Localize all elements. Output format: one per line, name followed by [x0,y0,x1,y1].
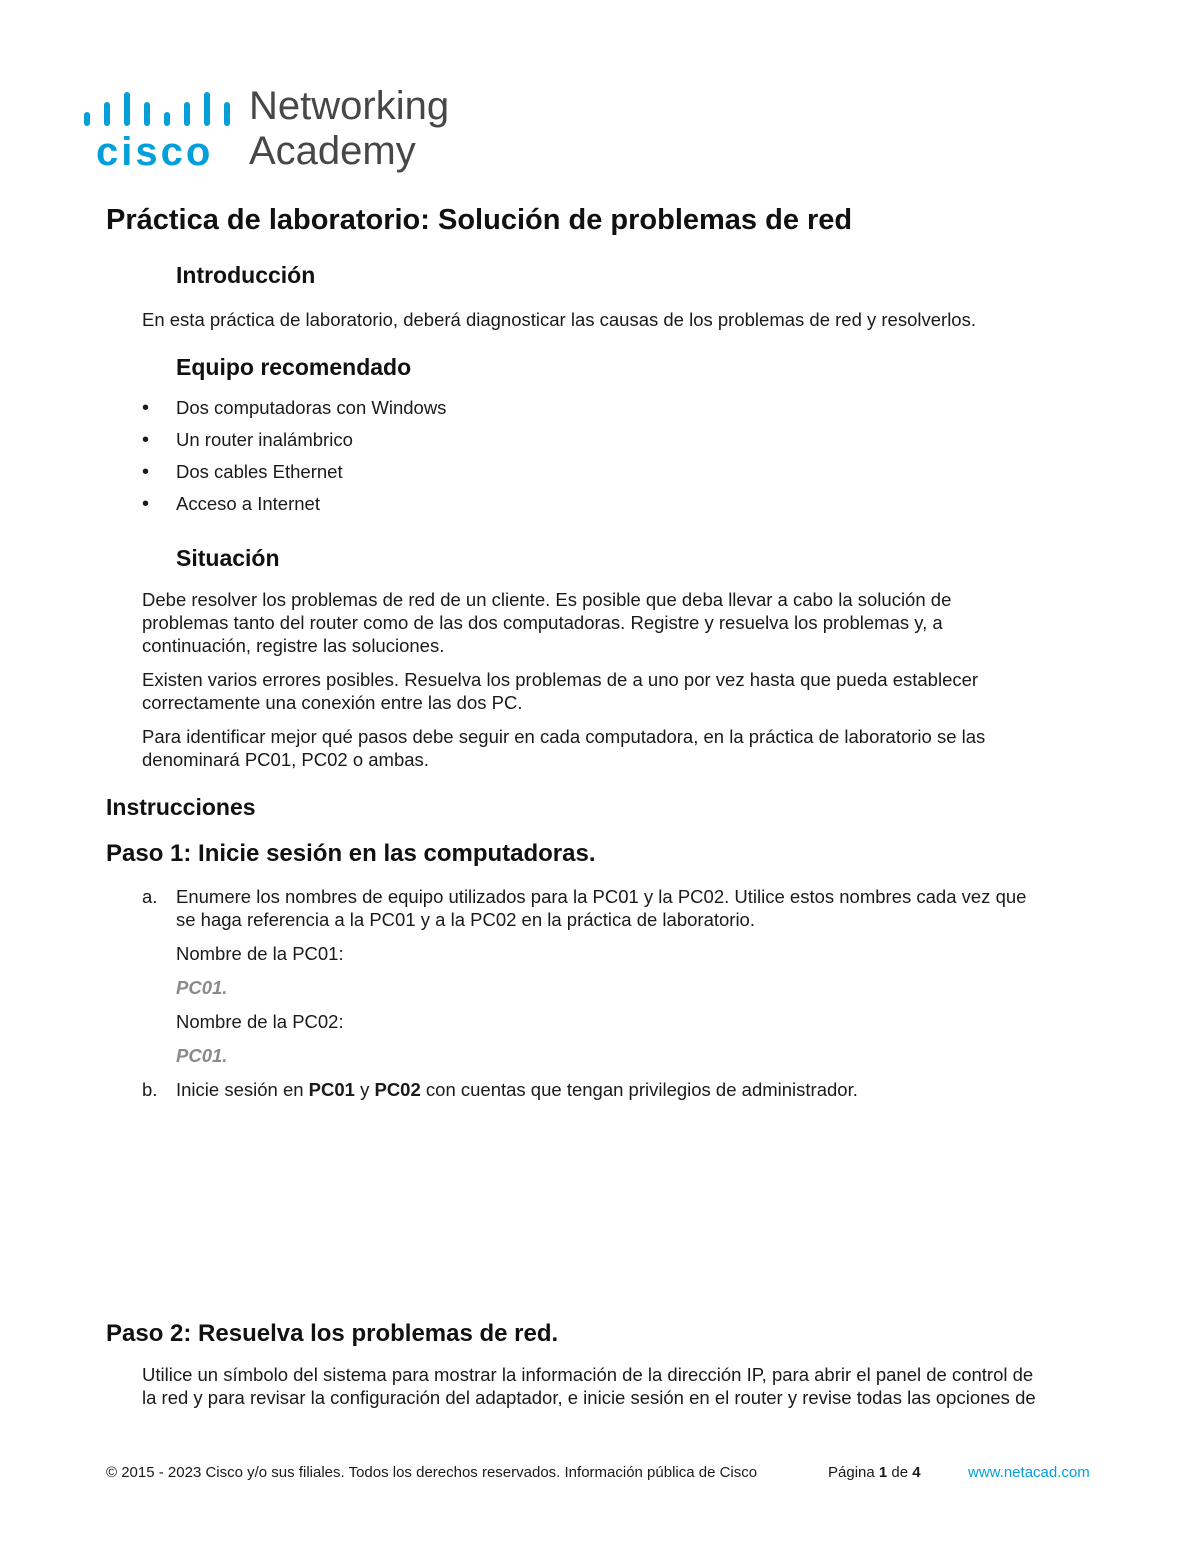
list-item: • Acceso a Internet [142,492,446,524]
step1-b-label: b. [142,1079,158,1100]
step1-a-label: a. [142,886,158,907]
step1-b-post: con cuentas que tengan privilegios de administrador. [420,1079,858,1100]
step2-line2: la red y para revisar la configuración del adaptador, e inicie sesión en el router y revise todas las opciones de [142,1387,1036,1408]
situation-p1-line1: Debe resolver los problemas de red de un cliente. Es posible que deba llevar a cabo la solución de [142,589,952,610]
situation-p2-line1: Existen varios errores posibles. Resuelva los problemas de a uno por vez hasta que pueda establecer [142,669,979,690]
situation-p3-line2: denominará PC01, PC02 o ambas. [142,749,429,770]
situation-p3-line1: Para identificar mejor qué pasos debe seguir en cada computadora, en la práctica de laboratorio se las [142,726,986,747]
pc01-name-label: Nombre de la PC01: [176,943,344,964]
cisco-bars-icon [84,92,234,128]
logo-networking: Networking [249,84,450,128]
situation-p1-line2: problemas tanto del router como de las dos computadoras. Registre y resuelva los problemas y, a [142,612,943,633]
step1-b-mid: y [354,1079,375,1100]
cisco-wordmark: cisco [96,130,214,174]
footer-page-total: 4 [912,1464,921,1481]
instructions-heading: Instrucciones [106,794,256,820]
equipment-list [142,396,446,524]
footer-page-pre: Página [828,1464,879,1481]
footer-page-number [828,1464,921,1481]
pc02-name-label: Nombre de la PC02: [176,1011,344,1032]
step1-b-text [176,1079,858,1101]
situation-p1-line3: continuación, registre las soluciones. [142,635,445,656]
footer-copyright: © 2015 - 2023 Cisco y/o sus filiales. Todos los derechos reservados. Información pública de Cisco [106,1464,758,1481]
step1-a-line1: Enumere los nombres de equipo utilizados para la PC01 y la PC02. Utilice estos nombres cada vez que [176,886,1027,907]
cisco-networking-academy-logo [84,86,484,181]
footer-page-mid: de [887,1464,913,1481]
intro-text: En esta práctica de laboratorio, deberá diagnosticar las causas de los problemas de red y resolverlos. [142,309,976,330]
step1-b-pc02: PC02 [374,1079,421,1100]
step1-b-pc01: PC01 [308,1079,355,1100]
pc02-name-answer: PC01. [176,1045,228,1066]
step1-heading: Paso 1: Inicie sesión en las computadoras. [106,840,596,867]
step1-b-pre: Inicie sesión en [176,1079,309,1100]
pc01-name-answer: PC01. [176,977,228,998]
page-title: Práctica de laboratorio: Solución de problemas de red [106,204,853,236]
list-item: • Dos cables Ethernet [142,460,446,492]
footer-page-num: 1 [878,1464,888,1481]
intro-heading: Introducción [176,262,316,288]
situation-heading: Situación [176,545,280,571]
logo-academy: Academy [249,129,416,173]
equipment-heading: Equipo recomendado [176,354,412,380]
step2-heading: Paso 2: Resuelva los problemas de red. [106,1320,559,1347]
step1-a-line2: se haga referencia a la PC01 y a la PC02 en la práctica de laboratorio. [176,909,755,930]
footer-netacad-link[interactable]: www.netacad.com [968,1464,1090,1481]
list-item: • Un router inalámbrico [142,428,446,460]
situation-p2-line2: correctamente una conexión entre las dos PC. [142,692,523,713]
list-item: • Dos computadoras con Windows [142,396,446,428]
step2-line1: Utilice un símbolo del sistema para mostrar la información de la dirección IP, para abrir el panel de control de [142,1364,1034,1385]
